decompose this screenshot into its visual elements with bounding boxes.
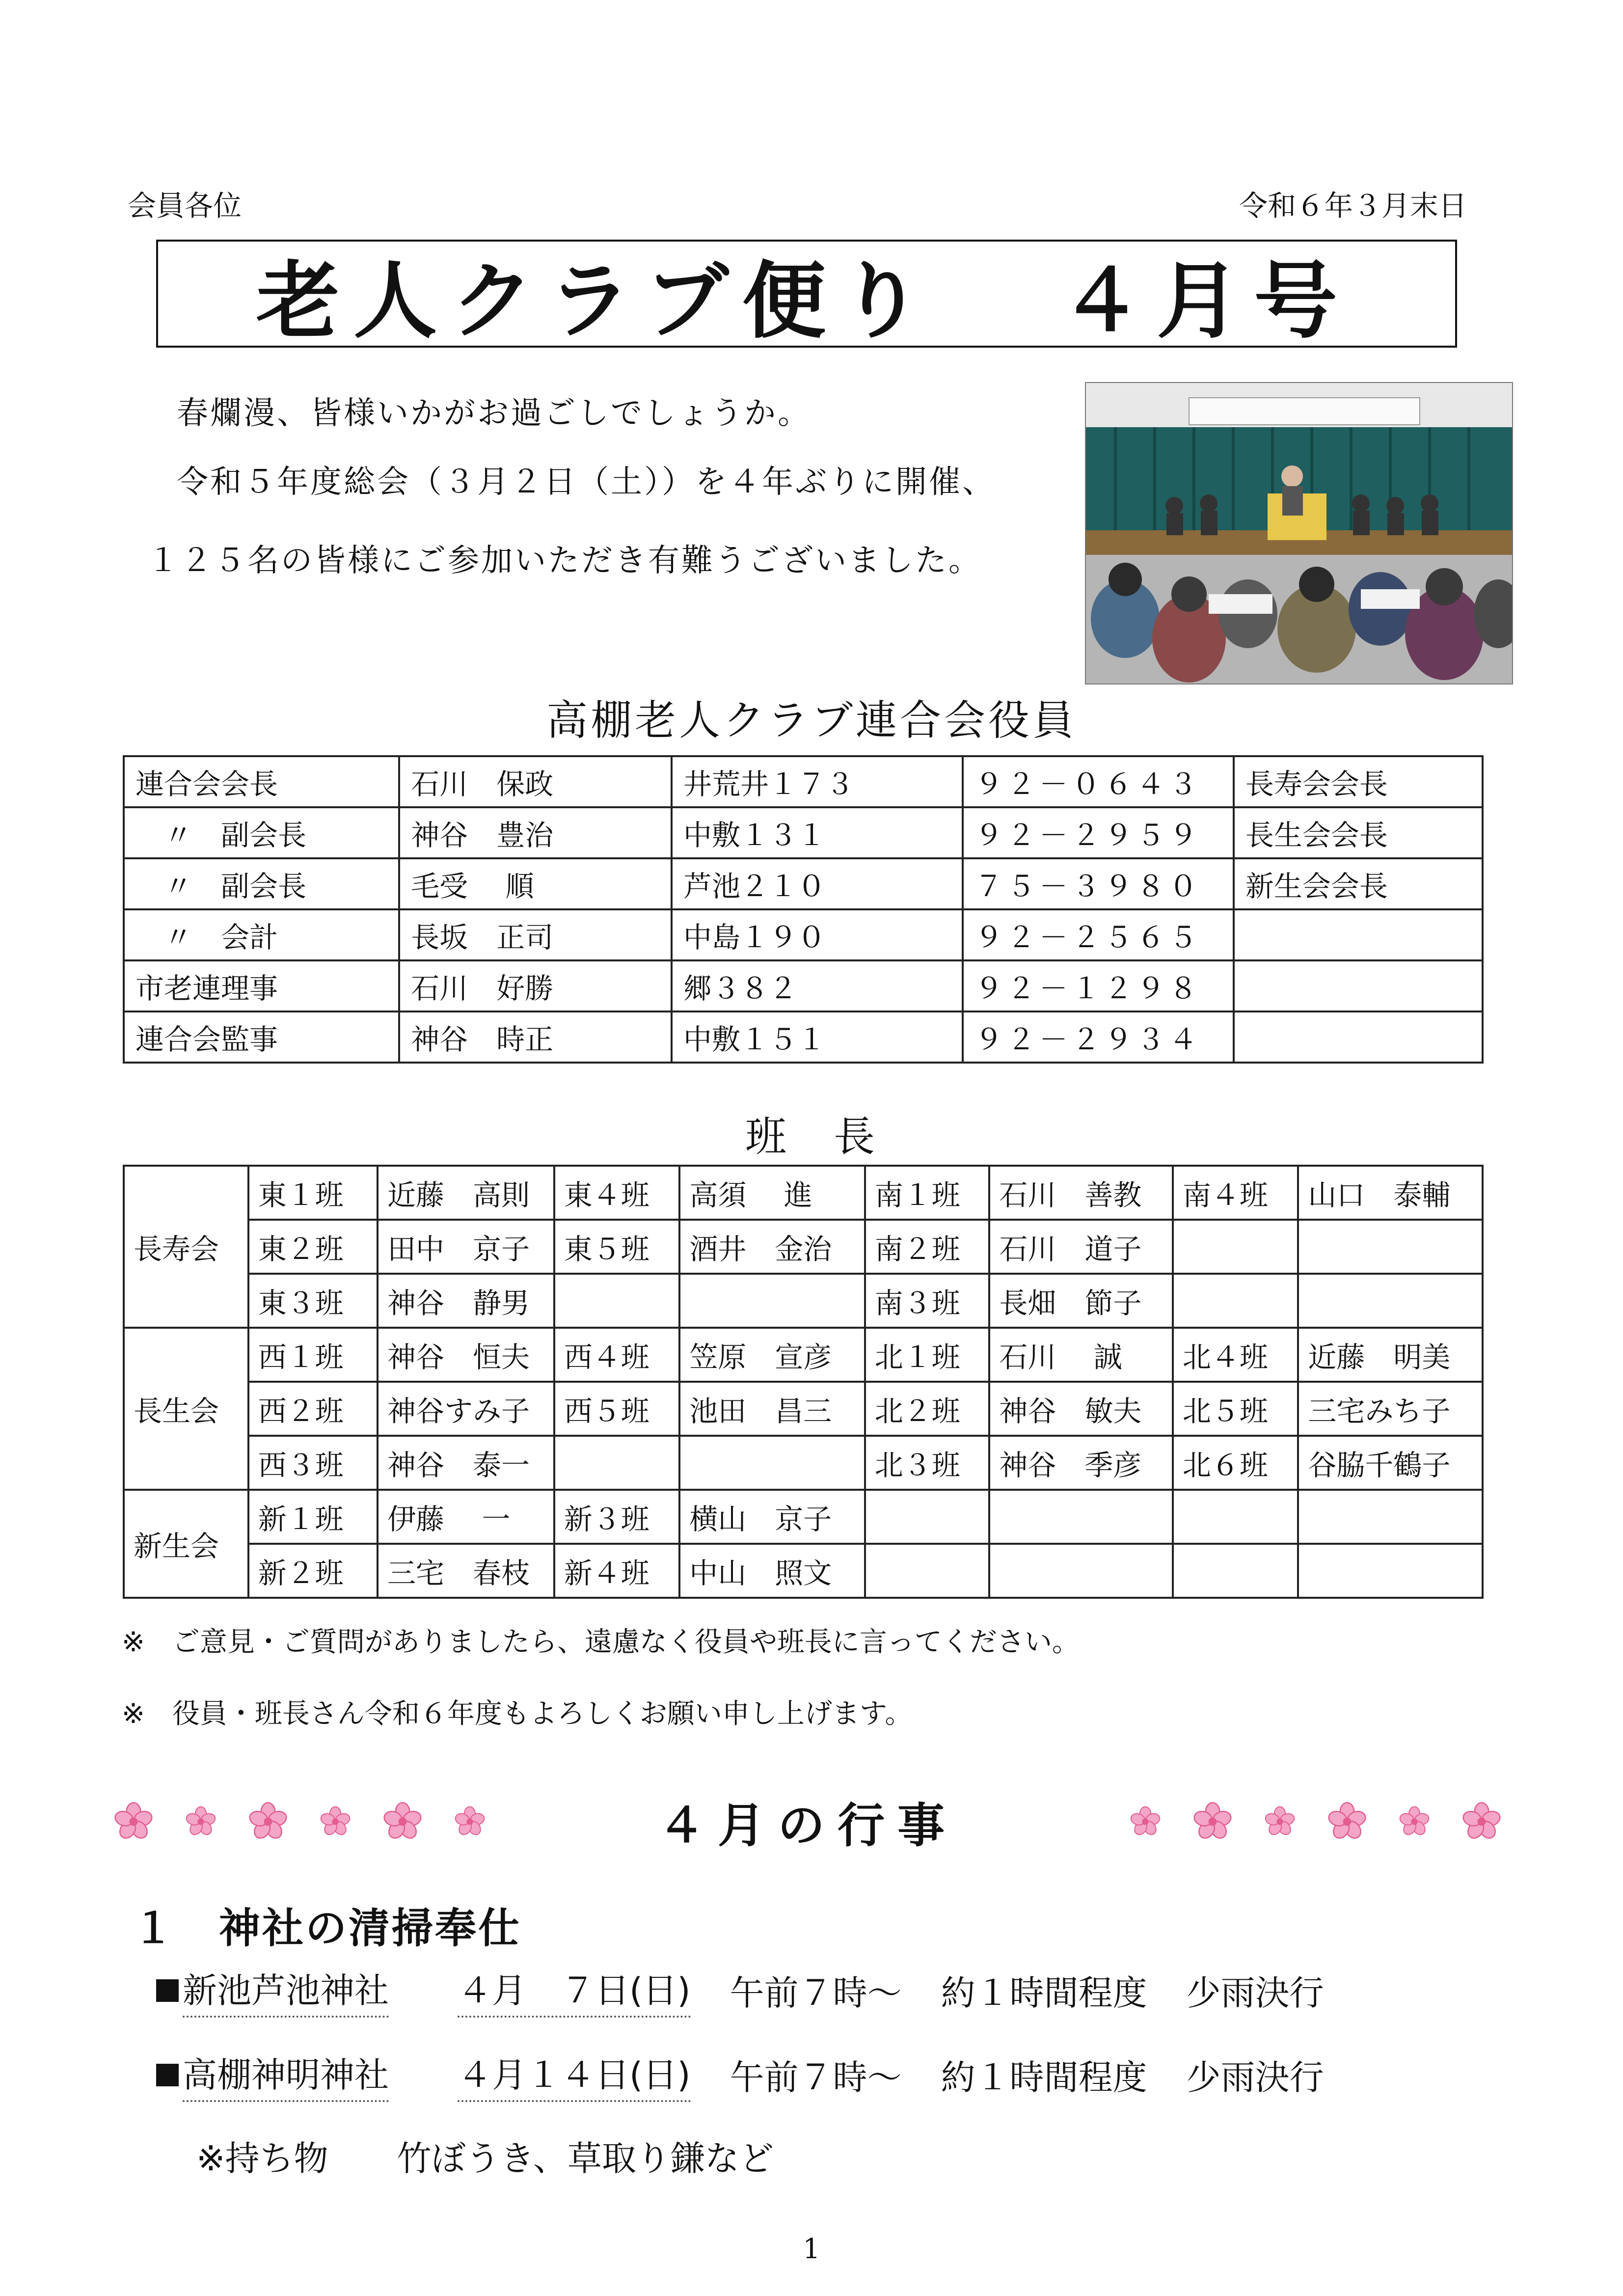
officer-address: 郷３８２ bbox=[672, 960, 963, 1011]
leader-name: 神谷 静男 bbox=[378, 1274, 554, 1328]
leader-name: 神谷 泰一 bbox=[378, 1436, 554, 1490]
leader-name: 石川 誠 bbox=[989, 1328, 1173, 1382]
shrine-weather: 少雨決行 bbox=[1186, 1973, 1324, 2013]
leader-name: 三宅みち子 bbox=[1298, 1382, 1483, 1436]
han-label bbox=[1173, 1490, 1298, 1544]
leader-name: 伊藤 一 bbox=[378, 1490, 554, 1544]
officer-phone: ９２－１２９８ bbox=[963, 960, 1234, 1011]
han-label: 北６班 bbox=[1173, 1436, 1298, 1490]
group-name: 長寿会 bbox=[124, 1166, 248, 1328]
han-label bbox=[554, 1274, 680, 1328]
newsletter-issue: ４月号 bbox=[1059, 251, 1352, 350]
leader-name: 谷脇千鶴子 bbox=[1298, 1436, 1483, 1490]
officer-name: 石川 保政 bbox=[399, 756, 672, 807]
han-label: 北３班 bbox=[865, 1436, 990, 1490]
leader-name bbox=[989, 1490, 1173, 1544]
officer-role: 〃 副会長 bbox=[124, 858, 399, 909]
officer-role: 〃 会計 bbox=[124, 909, 399, 960]
leader-row bbox=[124, 1544, 1483, 1598]
officer-name: 長坂 正司 bbox=[399, 909, 672, 960]
page-number: 1 bbox=[803, 2233, 820, 2265]
officer-address: 中敷１５１ bbox=[672, 1011, 963, 1063]
shrine-date: ４月１４日(日) bbox=[458, 2048, 691, 2102]
cherry-blossom-icon bbox=[247, 1801, 289, 1842]
leader-name: 山口 泰輔 bbox=[1298, 1166, 1483, 1220]
han-label: 東２班 bbox=[248, 1220, 378, 1274]
leader-name: 石川 道子 bbox=[989, 1220, 1173, 1274]
note-1: ※ ご意見・ご質問がありましたら、遠慮なく役員や班長に言ってください。 bbox=[122, 1626, 1080, 1658]
leaders-table bbox=[123, 1165, 1484, 1599]
officer-role: 連合会監事 bbox=[124, 1011, 399, 1063]
cherry-blossom-icon bbox=[382, 1801, 423, 1842]
leader-name: 近藤 高則 bbox=[378, 1166, 554, 1220]
officer-row bbox=[124, 1011, 1483, 1063]
square-bullet-icon bbox=[156, 1979, 179, 2002]
leader-name: 石川 善教 bbox=[989, 1166, 1173, 1220]
han-label bbox=[865, 1544, 990, 1598]
leader-name bbox=[679, 1274, 865, 1328]
han-label bbox=[554, 1436, 680, 1490]
officer-phone: ７５－３９８０ bbox=[963, 858, 1234, 909]
cherry-blossom-icon bbox=[454, 1805, 486, 1838]
meeting-photo bbox=[1085, 382, 1513, 684]
leader-name bbox=[989, 1544, 1173, 1598]
leader-name: 神谷 恒夫 bbox=[378, 1328, 554, 1382]
han-label: 西４班 bbox=[554, 1328, 680, 1382]
event-item-1-title: １ 神社の清掃奉仕 bbox=[133, 1904, 522, 1952]
cherry-blossom-icon bbox=[1192, 1801, 1233, 1842]
officer-address: 芦池２１０ bbox=[672, 858, 963, 909]
officer-name: 神谷 時正 bbox=[399, 1011, 672, 1063]
officer-note: 長寿会会長 bbox=[1234, 756, 1483, 807]
han-label: 北１班 bbox=[865, 1328, 990, 1382]
issue-date: 令和６年３月末日 bbox=[1239, 189, 1467, 222]
leader-name bbox=[1298, 1220, 1483, 1274]
shrine-duration: 約１時間程度 bbox=[941, 1973, 1147, 2013]
han-label: 東３班 bbox=[248, 1274, 378, 1328]
title-box bbox=[156, 240, 1457, 348]
han-label: 新１班 bbox=[248, 1490, 378, 1544]
han-label: 東１班 bbox=[248, 1166, 378, 1220]
leader-row bbox=[124, 1328, 1483, 1382]
leader-row bbox=[124, 1166, 1483, 1220]
officer-row bbox=[124, 858, 1483, 909]
han-label: 南２班 bbox=[865, 1220, 990, 1274]
officer-note bbox=[1234, 960, 1483, 1011]
officer-row bbox=[124, 756, 1483, 807]
intro-line-1: 春爛漫、皆様いかがお過ごしでしょうか。 bbox=[177, 395, 811, 432]
leader-name bbox=[1298, 1490, 1483, 1544]
han-label: 北５班 bbox=[1173, 1382, 1298, 1436]
han-label: 西２班 bbox=[248, 1382, 378, 1436]
han-label bbox=[865, 1490, 990, 1544]
shrine-time: 午前７時～ bbox=[730, 1973, 902, 2013]
cherry-blossom-icon bbox=[1264, 1805, 1296, 1838]
han-label: 東４班 bbox=[554, 1166, 680, 1220]
han-label: 南３班 bbox=[865, 1274, 990, 1328]
officer-note bbox=[1234, 1011, 1483, 1063]
note-2: ※ 役員・班長さん令和６年度もよろしくお願い申し上げます。 bbox=[122, 1698, 913, 1730]
officer-name: 毛受 順 bbox=[399, 858, 672, 909]
shrine-name: 高棚神明神社 bbox=[183, 2048, 389, 2102]
newsletter-title: 老人クラブ便り bbox=[256, 251, 937, 350]
han-label: 西１班 bbox=[248, 1328, 378, 1382]
cherry-blossom-icon bbox=[185, 1805, 217, 1838]
officers-table bbox=[123, 755, 1484, 1064]
officer-address: 中敷１３１ bbox=[672, 807, 963, 858]
officer-name: 石川 好勝 bbox=[399, 960, 672, 1011]
blossom-row-right bbox=[1129, 1801, 1502, 1842]
han-label: 新２班 bbox=[248, 1544, 378, 1598]
cherry-blossom-icon bbox=[1398, 1805, 1431, 1838]
blossom-row-left bbox=[113, 1801, 486, 1842]
shrine-row-1 bbox=[156, 1963, 1324, 2018]
leader-name: 酒井 金治 bbox=[679, 1220, 865, 1274]
officer-row bbox=[124, 960, 1483, 1011]
cherry-blossom-icon bbox=[1461, 1801, 1502, 1842]
officer-role: 〃 副会長 bbox=[124, 807, 399, 858]
officer-row bbox=[124, 807, 1483, 858]
meeting-photo-image bbox=[1086, 383, 1512, 683]
shrine-weather: 少雨決行 bbox=[1186, 2057, 1324, 2098]
officer-address: 井荒井１７３ bbox=[672, 756, 963, 807]
events-title: ４月の行事 bbox=[658, 1797, 957, 1853]
han-label: 南４班 bbox=[1173, 1166, 1298, 1220]
cherry-blossom-icon bbox=[1326, 1801, 1368, 1842]
officer-note: 長生会会長 bbox=[1234, 807, 1483, 858]
shrine-time: 午前７時～ bbox=[730, 2057, 902, 2098]
intro-line-3: １２５名の皆様にご参加いただき有難うございました。 bbox=[147, 543, 982, 579]
officer-note: 新生会会長 bbox=[1234, 858, 1483, 909]
leader-name bbox=[1298, 1274, 1483, 1328]
officer-phone: ９２－２９５９ bbox=[963, 807, 1234, 858]
group-name: 新生会 bbox=[124, 1490, 248, 1598]
shrine-date: ４月 ７日(日) bbox=[458, 1963, 691, 2018]
officer-row bbox=[124, 909, 1483, 960]
leader-name: 神谷 敏夫 bbox=[989, 1382, 1173, 1436]
cherry-blossom-icon bbox=[113, 1801, 154, 1842]
han-label bbox=[1173, 1274, 1298, 1328]
leader-row bbox=[124, 1490, 1483, 1544]
officer-role: 連合会会長 bbox=[124, 756, 399, 807]
officer-phone: ９２－２５６５ bbox=[963, 909, 1234, 960]
recipient-label: 会員各位 bbox=[128, 189, 242, 222]
officers-title: 高棚老人クラブ連合会役員 bbox=[546, 696, 1077, 744]
han-label: 北２班 bbox=[865, 1382, 990, 1436]
han-label bbox=[1173, 1220, 1298, 1274]
leader-name: 横山 京子 bbox=[679, 1490, 865, 1544]
officer-role: 市老連理事 bbox=[124, 960, 399, 1011]
leader-name: 笠原 宣彦 bbox=[679, 1328, 865, 1382]
leader-name: 高須 進 bbox=[679, 1166, 865, 1220]
intro-line-2: 令和５年度総会（３月２日（土））を４年ぶりに開催、 bbox=[177, 464, 996, 500]
leader-name: 神谷すみ子 bbox=[378, 1382, 554, 1436]
han-label bbox=[1173, 1544, 1298, 1598]
cherry-blossom-icon bbox=[319, 1805, 352, 1838]
leader-name: 池田 昌三 bbox=[679, 1382, 865, 1436]
shrine-name: 新池芦池神社 bbox=[183, 1963, 389, 2018]
leader-name: 中山 照文 bbox=[679, 1544, 865, 1598]
han-label: 新４班 bbox=[554, 1544, 680, 1598]
officer-note bbox=[1234, 909, 1483, 960]
cherry-blossom-icon bbox=[1129, 1805, 1162, 1838]
leaders-title: 班 長 bbox=[745, 1113, 878, 1161]
events-header bbox=[113, 1792, 1502, 1851]
group-name: 長生会 bbox=[124, 1328, 248, 1490]
leader-name bbox=[1298, 1544, 1483, 1598]
leader-name: 神谷 季彦 bbox=[989, 1436, 1173, 1490]
leader-name: 三宅 春枝 bbox=[378, 1544, 554, 1598]
han-label: 東５班 bbox=[554, 1220, 680, 1274]
leader-row bbox=[124, 1274, 1483, 1328]
belongings-note: ※持ち物 竹ぼうき、草取り鎌など bbox=[196, 2138, 774, 2179]
shrine-row-2 bbox=[156, 2048, 1324, 2102]
leader-row bbox=[124, 1436, 1483, 1490]
han-label: 西３班 bbox=[248, 1436, 378, 1490]
han-label: 北４班 bbox=[1173, 1328, 1298, 1382]
officer-address: 中島１９０ bbox=[672, 909, 963, 960]
han-label: 西５班 bbox=[554, 1382, 680, 1436]
leader-name bbox=[679, 1436, 865, 1490]
square-bullet-icon bbox=[156, 2064, 179, 2086]
han-label: 新３班 bbox=[554, 1490, 680, 1544]
leader-name: 長畑 節子 bbox=[989, 1274, 1173, 1328]
han-label: 南１班 bbox=[865, 1166, 990, 1220]
shrine-duration: 約１時間程度 bbox=[941, 2057, 1147, 2098]
officer-phone: ９２－０６４３ bbox=[963, 756, 1234, 807]
officer-phone: ９２－２９３４ bbox=[963, 1011, 1234, 1063]
leader-row bbox=[124, 1220, 1483, 1274]
leader-row bbox=[124, 1382, 1483, 1436]
leader-name: 近藤 明美 bbox=[1298, 1328, 1483, 1382]
leader-name: 田中 京子 bbox=[378, 1220, 554, 1274]
officer-name: 神谷 豊治 bbox=[399, 807, 672, 858]
